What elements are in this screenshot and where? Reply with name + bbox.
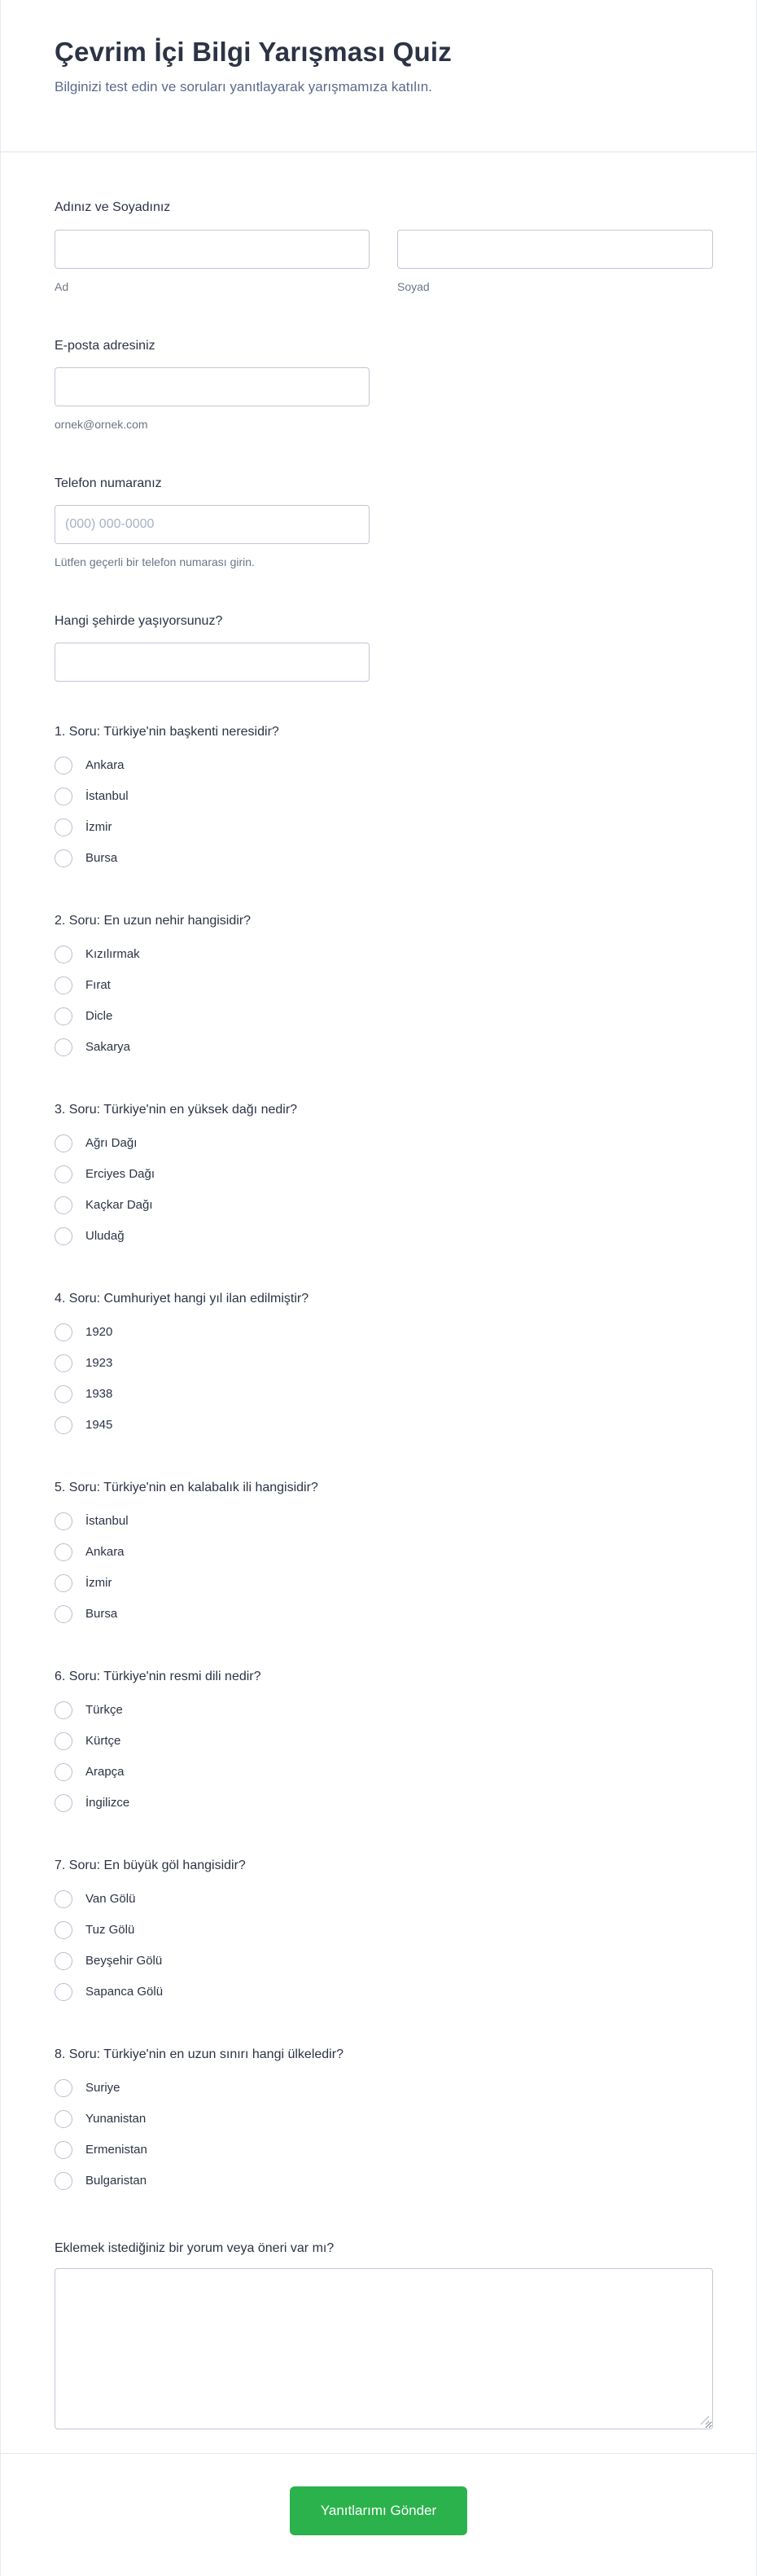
question-6 xyxy=(55,1667,711,1819)
email-input[interactable] xyxy=(55,367,370,406)
radio-button-icon[interactable] xyxy=(55,1416,72,1434)
option-label: Ermenistan xyxy=(85,2143,147,2157)
question-1-option-3[interactable] xyxy=(55,812,711,843)
option-label: Bursa xyxy=(85,1607,118,1621)
question-1 xyxy=(55,722,711,874)
email-label: E-posta adresiniz xyxy=(55,339,155,353)
option-label: Ankara xyxy=(85,758,125,772)
radio-button-icon[interactable] xyxy=(55,1196,72,1214)
question-6-option-2[interactable] xyxy=(55,1726,711,1757)
radio-button-icon[interactable] xyxy=(55,976,72,994)
question-8-option-3[interactable] xyxy=(55,2135,711,2166)
option-label: Dicle xyxy=(85,1009,113,1023)
option-label: 1923 xyxy=(85,1356,113,1370)
question-1-label: 1. Soru: Türkiye'nin başkenti neresidir? xyxy=(55,725,279,739)
field-email xyxy=(55,336,711,432)
option-label: Erciyes Dağı xyxy=(85,1167,155,1181)
last-name-input[interactable] xyxy=(397,230,713,269)
option-label: Tuz Gölü xyxy=(85,1923,135,1937)
question-6-option-3[interactable] xyxy=(55,1757,711,1788)
option-label: İstanbul xyxy=(85,789,129,803)
radio-button-icon[interactable] xyxy=(55,2079,72,2097)
question-6-option-4[interactable] xyxy=(55,1788,711,1819)
city-label: Hangi şehirde yaşıyorsunuz? xyxy=(55,614,223,628)
question-6-label: 6. Soru: Türkiye'nin resmi dili nedir? xyxy=(55,1670,261,1683)
radio-button-icon[interactable] xyxy=(55,849,72,867)
radio-button-icon[interactable] xyxy=(55,1921,72,1939)
option-label: Ankara xyxy=(85,1545,125,1559)
radio-button-icon[interactable] xyxy=(55,1007,72,1025)
email-sublabel: ornek@ornek.com xyxy=(55,418,148,431)
field-city xyxy=(55,612,711,682)
question-2-option-4[interactable] xyxy=(55,1032,711,1063)
question-3 xyxy=(55,1100,711,1252)
field-fullname xyxy=(55,198,711,294)
option-label: Türkçe xyxy=(85,1703,123,1717)
question-7-option-2[interactable] xyxy=(55,1915,711,1946)
radio-button-icon[interactable] xyxy=(55,1701,72,1719)
form-body xyxy=(1,198,756,2429)
radio-button-icon[interactable] xyxy=(55,1763,72,1781)
question-3-option-1[interactable] xyxy=(55,1128,711,1159)
option-label: Yunanistan xyxy=(85,2112,147,2126)
phone-input[interactable] xyxy=(55,505,370,544)
radio-button-icon[interactable] xyxy=(55,1983,72,2001)
page-title: Çevrim İçi Bilgi Yarışması Quiz xyxy=(55,37,452,67)
field-phone xyxy=(55,474,711,569)
option-label: Sakarya xyxy=(85,1040,131,1054)
radio-button-icon[interactable] xyxy=(55,2172,72,2190)
question-6-option-1[interactable] xyxy=(55,1695,711,1726)
question-5 xyxy=(55,1478,711,1630)
option-label: İzmir xyxy=(85,820,112,834)
option-label: Kürtçe xyxy=(85,1734,121,1748)
question-4-option-3[interactable] xyxy=(55,1379,711,1410)
option-label: Kızılırmak xyxy=(85,947,140,961)
question-1-option-2[interactable] xyxy=(55,781,711,812)
option-label: Ağrı Dağı xyxy=(85,1136,138,1150)
field-comment xyxy=(55,2239,711,2429)
first-name-sublabel: Ad xyxy=(55,280,69,293)
page-subtitle: Bilginizi test edin ve soruları yanıtlayarak yarışmamıza katılın. xyxy=(55,79,432,94)
question-5-label: 5. Soru: Türkiye'nin en kalabalık ili hangisidir? xyxy=(55,1481,318,1494)
question-7-option-4[interactable] xyxy=(55,1977,711,2008)
form-footer xyxy=(1,2454,756,2576)
question-3-option-4[interactable] xyxy=(55,1221,711,1252)
radio-button-icon[interactable] xyxy=(55,1574,72,1592)
radio-button-icon[interactable] xyxy=(55,1227,72,1245)
radio-button-icon[interactable] xyxy=(55,1890,72,1908)
option-label: Bulgaristan xyxy=(85,2174,147,2188)
question-2 xyxy=(55,911,711,1063)
radio-button-icon[interactable] xyxy=(55,1134,72,1152)
option-label: İstanbul xyxy=(85,1514,129,1528)
fullname-label: Adınız ve Soyadınız xyxy=(55,200,171,214)
radio-button-icon[interactable] xyxy=(55,1543,72,1561)
phone-label: Telefon numaranız xyxy=(55,476,162,490)
comment-textarea-wrap xyxy=(55,2268,713,2429)
radio-button-icon[interactable] xyxy=(55,1952,72,1970)
radio-button-icon[interactable] xyxy=(55,757,72,775)
radio-button-icon[interactable] xyxy=(55,1323,72,1341)
question-1-option-1[interactable] xyxy=(55,750,711,781)
option-label: Arapça xyxy=(85,1765,125,1779)
comment-label: Eklemek istediğiniz bir yorum veya öneri var mı? xyxy=(55,2241,335,2255)
comment-textarea[interactable] xyxy=(55,2268,713,2429)
question-7-label: 7. Soru: En büyük göl hangisidir? xyxy=(55,1858,246,1872)
phone-hint: Lütfen geçerli bir telefon numarası girin. xyxy=(55,555,255,568)
radio-button-icon[interactable] xyxy=(55,1512,72,1530)
option-label: Suriye xyxy=(85,2081,120,2095)
option-label: Fırat xyxy=(85,978,111,992)
question-5-option-4[interactable] xyxy=(55,1599,711,1630)
option-label: 1938 xyxy=(85,1387,113,1401)
question-7-option-3[interactable] xyxy=(55,1946,711,1977)
radio-button-icon[interactable] xyxy=(55,1165,72,1183)
radio-button-icon[interactable] xyxy=(55,1038,72,1056)
question-8 xyxy=(55,2045,711,2196)
submit-button[interactable]: Yanıtlarımı Gönder xyxy=(290,2486,467,2535)
radio-button-icon[interactable] xyxy=(55,2110,72,2128)
radio-button-icon[interactable] xyxy=(55,818,72,836)
questions-list xyxy=(55,722,711,2196)
radio-button-icon[interactable] xyxy=(55,2141,72,2159)
option-label: Bursa xyxy=(85,851,118,865)
option-label: İngilizce xyxy=(85,1796,130,1810)
option-label: Beyşehir Gölü xyxy=(85,1954,163,1968)
option-label: İzmir xyxy=(85,1576,112,1590)
question-3-option-3[interactable] xyxy=(55,1190,711,1221)
city-input[interactable] xyxy=(55,643,370,682)
radio-button-icon[interactable] xyxy=(55,1385,72,1403)
question-2-option-2[interactable] xyxy=(55,970,711,1001)
form-header xyxy=(1,0,756,152)
fullname-columns xyxy=(55,230,711,294)
first-name-input[interactable] xyxy=(55,230,370,269)
question-8-option-1[interactable] xyxy=(55,2073,711,2104)
radio-button-icon[interactable] xyxy=(55,1605,72,1623)
question-5-option-3[interactable] xyxy=(55,1568,711,1599)
question-7-option-1[interactable] xyxy=(55,1884,711,1915)
question-8-option-4[interactable] xyxy=(55,2166,711,2196)
question-2-label: 2. Soru: En uzun nehir hangisidir? xyxy=(55,914,252,928)
option-label: Uludağ xyxy=(85,1229,125,1243)
radio-button-icon[interactable] xyxy=(55,1732,72,1750)
radio-button-icon[interactable] xyxy=(55,788,72,805)
radio-button-icon[interactable] xyxy=(55,1354,72,1372)
question-4-option-2[interactable] xyxy=(55,1348,711,1379)
radio-button-icon[interactable] xyxy=(55,946,72,963)
last-name-sublabel: Soyad xyxy=(397,280,430,293)
option-label: 1920 xyxy=(85,1325,113,1339)
question-8-label: 8. Soru: Türkiye'nin en uzun sınırı hangi ülkeledir? xyxy=(55,2047,343,2061)
option-label: Sapanca Gölü xyxy=(85,1985,164,1999)
radio-button-icon[interactable] xyxy=(55,1794,72,1812)
question-2-option-3[interactable] xyxy=(55,1001,711,1032)
question-2-option-1[interactable] xyxy=(55,939,711,970)
question-5-option-2[interactable] xyxy=(55,1537,711,1568)
question-4 xyxy=(55,1289,711,1441)
question-1-option-4[interactable] xyxy=(55,843,711,874)
question-4-label: 4. Soru: Cumhuriyet hangi yıl ilan edilmiştir? xyxy=(55,1292,309,1306)
first-name-column xyxy=(55,230,370,294)
question-3-option-2[interactable] xyxy=(55,1159,711,1190)
option-label: 1945 xyxy=(85,1418,113,1432)
option-label: Van Gölü xyxy=(85,1892,136,1906)
question-4-option-4[interactable] xyxy=(55,1410,711,1441)
question-3-label: 3. Soru: Türkiye'nin en yüksek dağı nedir? xyxy=(55,1103,298,1117)
option-label: Kaçkar Dağı xyxy=(85,1198,153,1212)
question-5-option-1[interactable] xyxy=(55,1506,711,1537)
question-8-option-2[interactable] xyxy=(55,2104,711,2135)
question-4-option-1[interactable] xyxy=(55,1317,711,1348)
question-7 xyxy=(55,1856,711,2008)
last-name-column xyxy=(397,230,713,294)
